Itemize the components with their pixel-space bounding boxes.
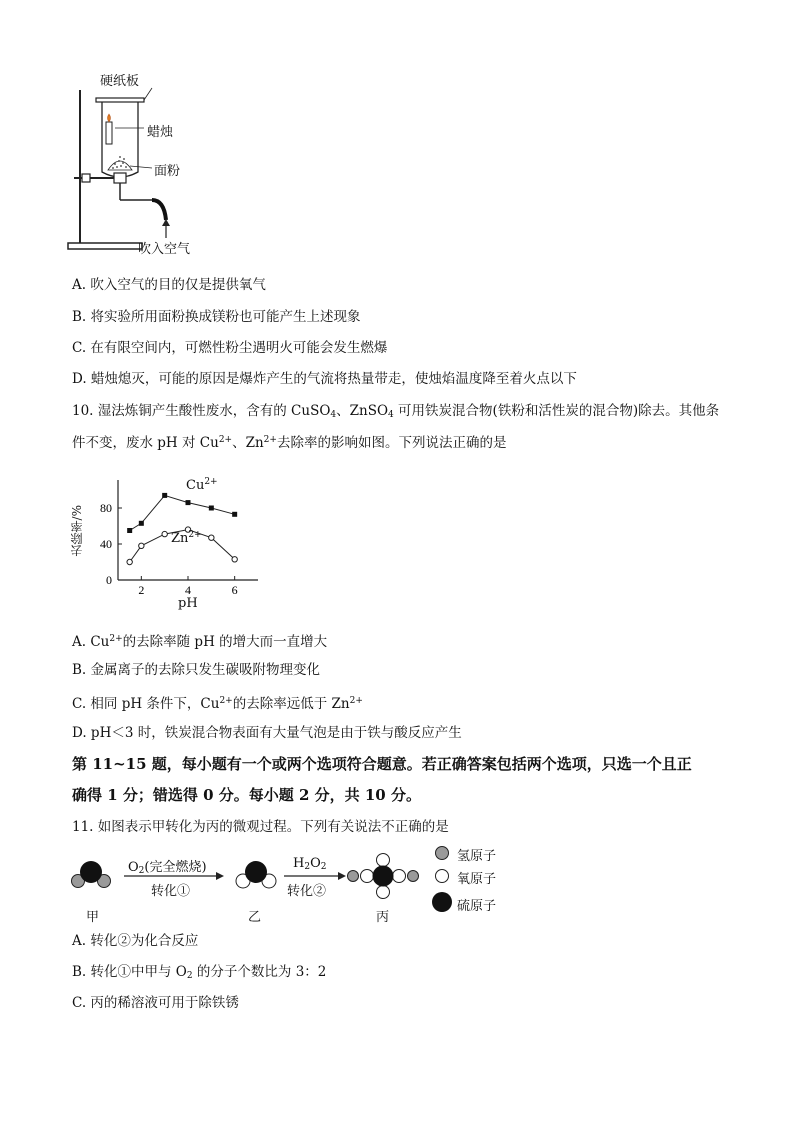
label-yi: 乙 <box>248 910 262 925</box>
label-bing: 丙 <box>376 910 390 925</box>
candle-flame <box>108 114 111 122</box>
data-point-0 <box>232 512 237 517</box>
dust-explosion-apparatus <box>60 60 240 265</box>
legend-hydrogen-label: 氢原子 <box>457 849 497 864</box>
label-flour: 面粉 <box>154 164 181 179</box>
molecule-yi <box>236 861 276 888</box>
data-point-1 <box>127 559 132 564</box>
series-label-cu: $Cu^{2+}$ <box>186 477 218 493</box>
arrow1-top-label: $O_2$(完全燃烧) <box>128 860 207 876</box>
flour-pile <box>108 161 132 170</box>
y-tick-label: 80 <box>100 501 112 515</box>
data-point-0 <box>127 528 132 533</box>
series-line-0 <box>130 495 235 530</box>
x-tick-label: 4 <box>185 583 191 597</box>
label-jia: 甲 <box>86 910 100 925</box>
chart-ylabel: 去除率/% <box>70 505 84 557</box>
molecule-jia <box>72 861 111 888</box>
legend-sulfur-label: 硫原子 <box>457 899 497 914</box>
q10-option-a: A. $Cu^{2+}$的去除率随 pH 的增大而一直增大 <box>72 634 328 650</box>
series-label-zn: $Zn^{2+}$ <box>171 530 202 546</box>
molecule-bing <box>348 854 419 899</box>
label-blow-air: 吹入空气 <box>138 242 191 257</box>
stand-base <box>68 243 142 249</box>
q11-stem: 11. 如图表示甲转化为丙的微观过程。下列有关说法不正确的是 <box>72 819 449 835</box>
chart-xlabel: pH <box>178 596 198 611</box>
x-tick-label: 2 <box>138 583 145 597</box>
q11-option-c: C. 丙的稀溶液可用于除铁锈 <box>72 995 239 1011</box>
legend-oxygen-label: 氧原子 <box>457 872 497 887</box>
q10-option-d: D. pH＜3 时，铁炭混合物表面有大量气泡是由于铁与酸反应产生 <box>72 725 462 741</box>
data-point-0 <box>209 506 214 511</box>
legend-oxygen-swatch <box>436 870 449 883</box>
y-tick-label: 0 <box>106 573 112 587</box>
data-point-1 <box>139 543 144 548</box>
legend-sulfur-swatch <box>432 892 452 912</box>
q9-option-b: B. 将实验所用面粉换成镁粉也可能产生上述现象 <box>72 309 361 325</box>
data-point-0 <box>186 500 191 505</box>
legend-hydrogen-swatch <box>436 847 449 860</box>
data-point-1 <box>209 535 214 540</box>
y-tick-label: 40 <box>100 537 112 551</box>
arrow2-bottom-label: 转化② <box>287 884 327 899</box>
arrow1-bottom-label: 转化① <box>151 884 191 899</box>
q11-option-b: B. 转化①中甲与 $O_2$ 的分子个数比为 3：2 <box>72 964 327 981</box>
section-header-line1: 第 11~15 题，每小题有一个或两个选项符合题意。若正确答案包括两个选项，只选一个且正 <box>72 755 692 773</box>
label-cardboard: 硬纸板 <box>100 74 140 89</box>
q10-option-b: B. 金属离子的去除只发生碳吸附物理变化 <box>72 662 321 678</box>
q10-option-c: C. 相同 pH 条件下，$Cu^{2+}$的去除率远低于 $Zn^{2+}$ <box>72 696 363 712</box>
x-tick-label: 6 <box>231 583 238 597</box>
label-candle: 蜡烛 <box>147 125 174 140</box>
removal-rate-chart <box>68 463 268 613</box>
rubber-tube <box>152 200 166 220</box>
candle <box>106 122 112 144</box>
q10-stem-line2: 件不变，废水 pH 对 $Cu^{2+}$、$Zn^{2+}$去除率的影响如图。下列说法正确的是 <box>72 435 507 451</box>
q9-option-c: C. 在有限空间内，可燃性粉尘遇明火可能会发生燃爆 <box>72 340 388 356</box>
q11-option-a: A. 转化②为化合反应 <box>72 933 199 949</box>
data-point-1 <box>162 531 167 536</box>
data-point-0 <box>139 521 144 526</box>
data-point-1 <box>232 557 237 562</box>
q9-option-a: A. 吹入空气的目的仅是提供氧气 <box>72 277 266 293</box>
section-header-line2: 确得 1 分；错选得 0 分。每小题 2 分，共 10 分。 <box>72 786 421 804</box>
arrow2-top-label: $H_2O_2$ <box>293 856 327 872</box>
cardboard-lid <box>96 98 144 102</box>
q10-stem-line1: 10. 湿法炼铜产生酸性废水，含有的 CuSO$_4$、ZnSO$_4$ 可用铁炭混合物(铁粉和活性炭的混合物)除去。其他条 <box>72 403 720 420</box>
q9-option-d: D. 蜡烛熄灭，可能的原因是爆炸产生的气流将热量带走，使烛焰温度降至着火点以下 <box>72 371 577 387</box>
data-point-0 <box>162 493 167 498</box>
